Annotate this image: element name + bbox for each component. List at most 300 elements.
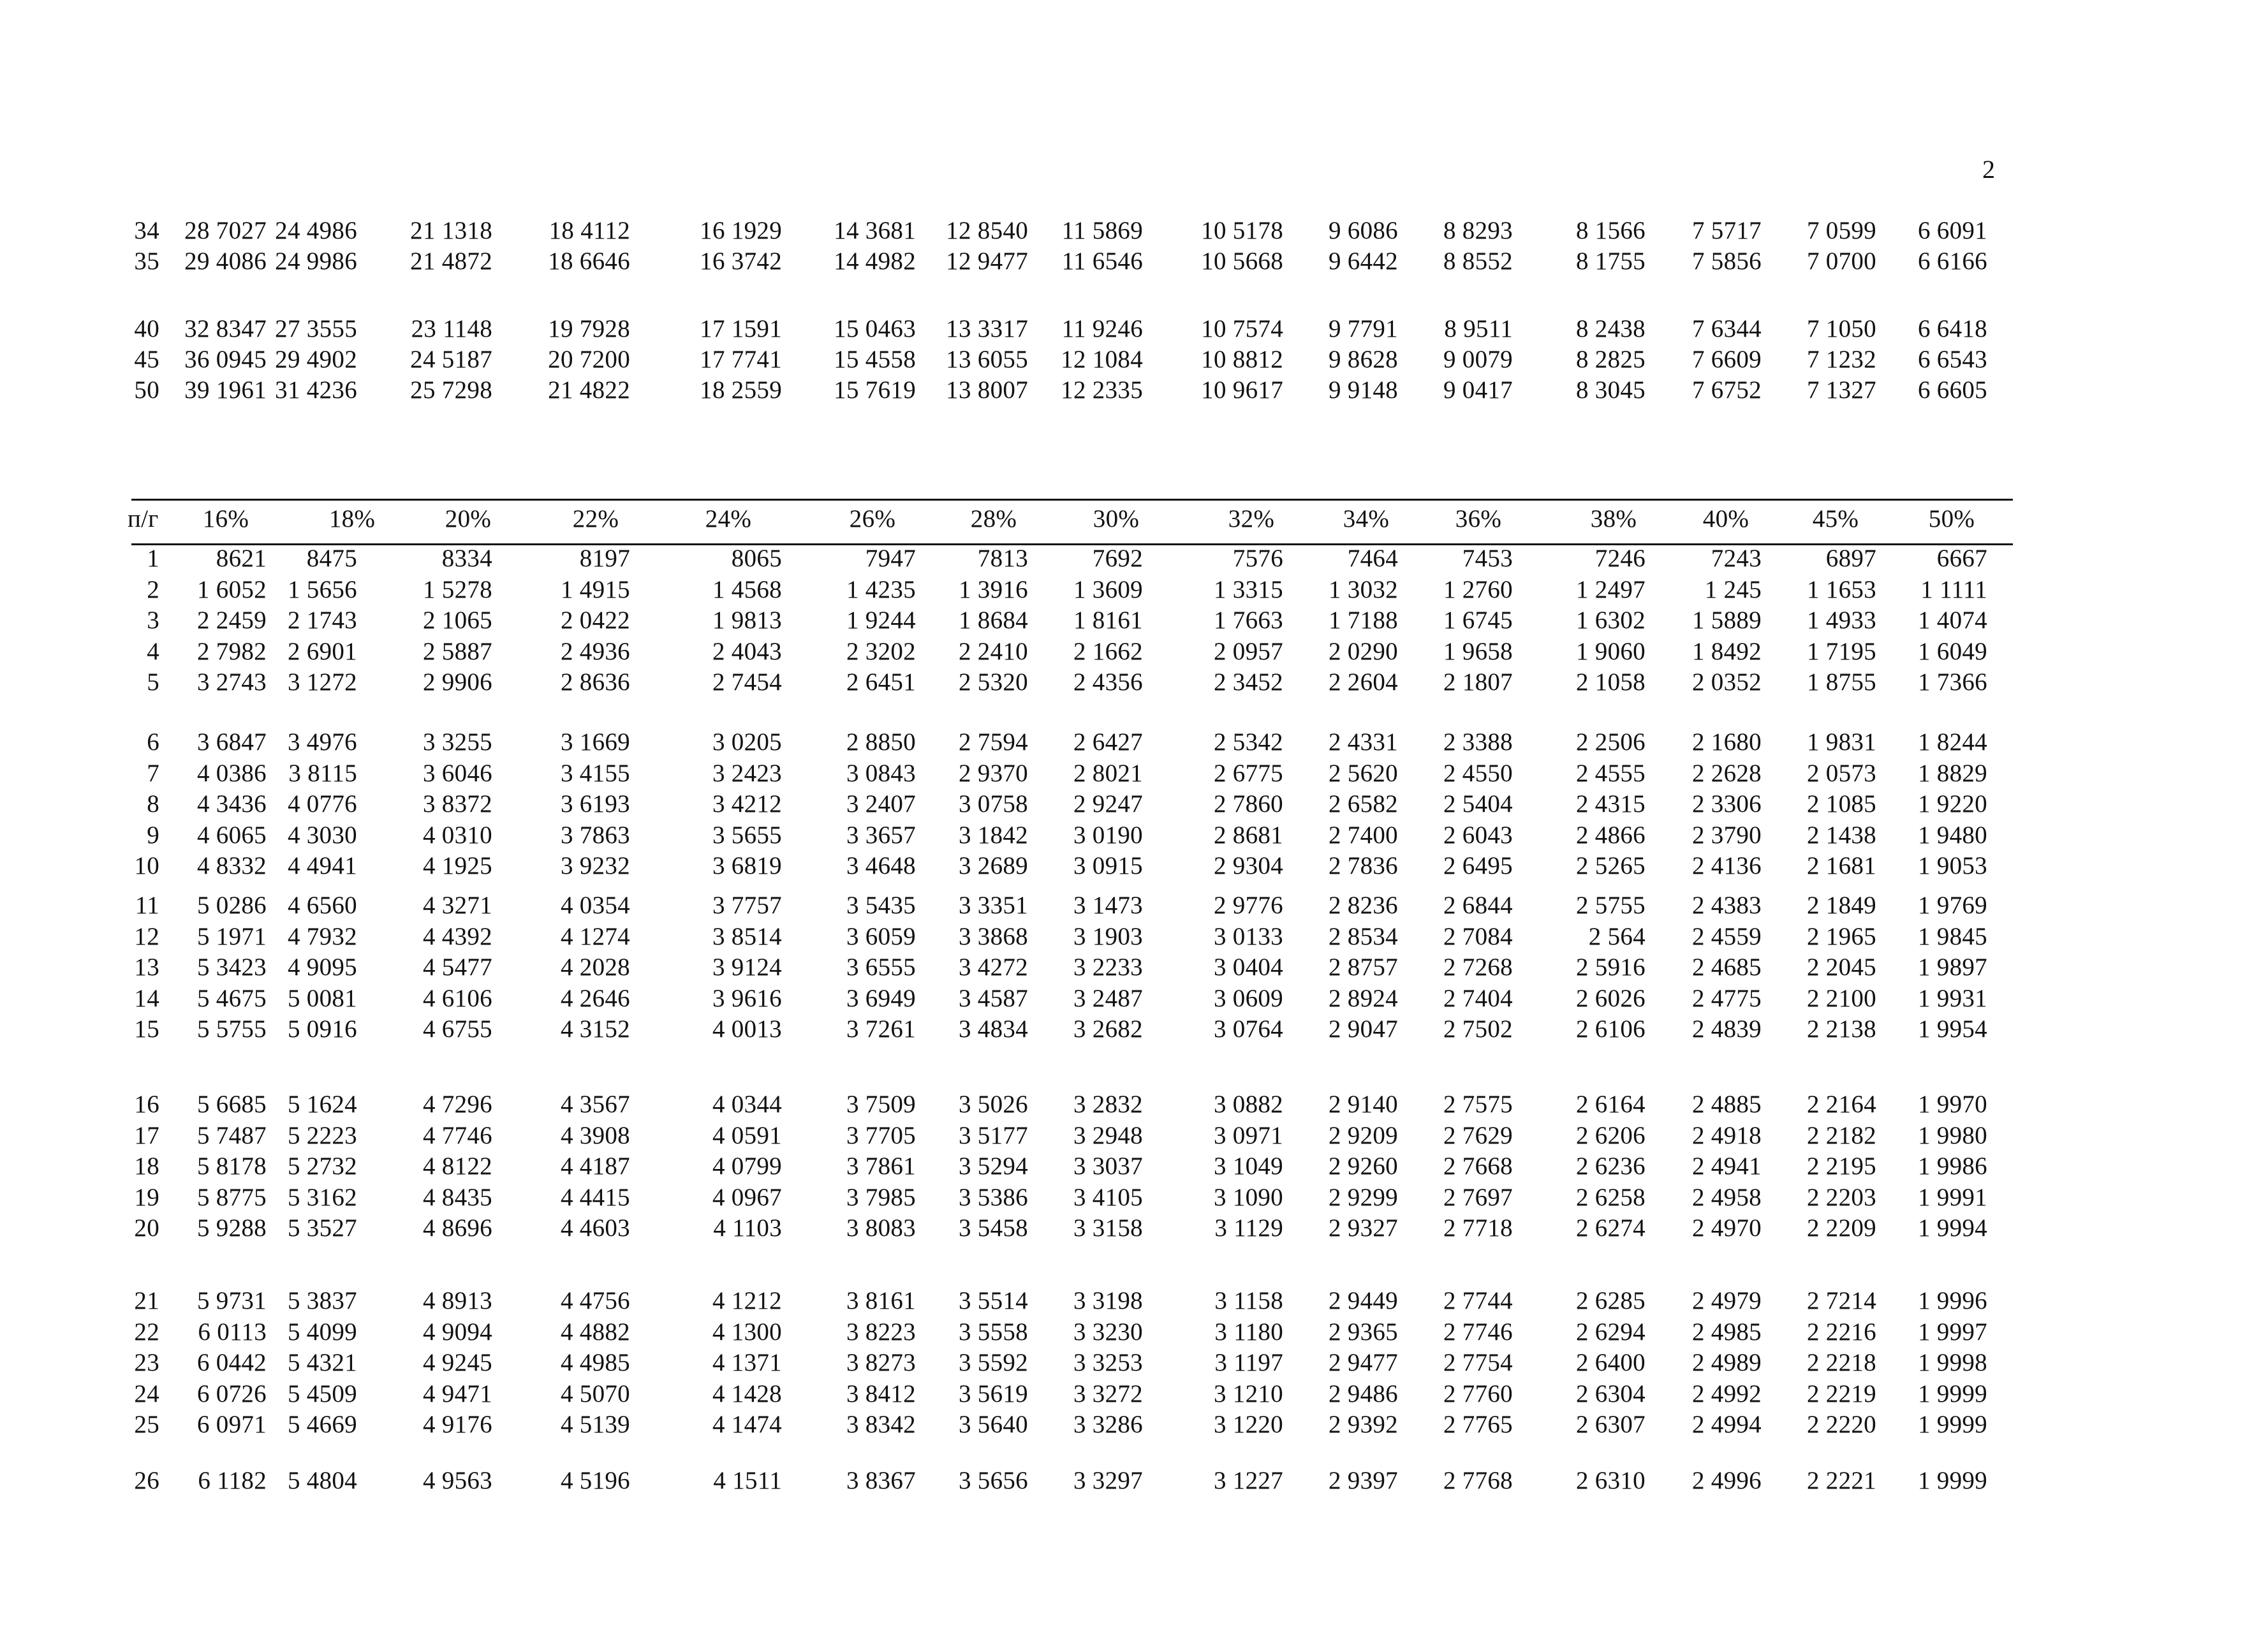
- table-cell: 2 5755: [1575, 892, 1646, 919]
- table-cell: 2 5887: [422, 637, 492, 665]
- table-cell: 2 3306: [1691, 790, 1762, 818]
- table-row: [0, 1151, 2268, 1182]
- table-cell: 5 5755: [196, 1015, 267, 1043]
- column-header-rate: 36%: [1455, 505, 1502, 533]
- table-cell: 3 0764: [1213, 1015, 1283, 1043]
- table-cell: 3 6046: [422, 759, 492, 787]
- table-cell: 3 8223: [846, 1318, 916, 1346]
- table-cell: 3 0133: [1213, 922, 1283, 950]
- period-number: 5: [147, 668, 159, 696]
- table-cell: 8 8293: [1443, 217, 1513, 244]
- table-cell: 2 0957: [1213, 637, 1283, 665]
- table-cell: 2 9776: [1213, 892, 1283, 919]
- table-cell: 2 6236: [1575, 1152, 1646, 1180]
- table-cell: 7453: [1462, 545, 1513, 572]
- table-cell: 5 8775: [196, 1183, 267, 1211]
- table-cell: 15 4558: [834, 346, 916, 373]
- table-cell: 4 5070: [560, 1379, 630, 1408]
- table-cell: 1 9244: [846, 607, 916, 634]
- table-cell: 4 1212: [712, 1287, 782, 1314]
- table-cell: 3 0190: [1073, 821, 1143, 849]
- table-cell: 2 5320: [958, 668, 1028, 696]
- period-number: 8: [147, 790, 159, 818]
- table-cell: 3 5514: [958, 1287, 1028, 1314]
- table-cell: 2 9327: [1328, 1214, 1398, 1242]
- table-cell: 1 4235: [846, 575, 916, 603]
- table-cell: 7692: [1092, 545, 1143, 572]
- table-cell: 12 1084: [1061, 346, 1143, 373]
- table-cell: 4 1371: [712, 1349, 782, 1376]
- table-cell: 2 1662: [1073, 637, 1143, 665]
- table-cell: 6 1182: [198, 1467, 267, 1494]
- table-cell: 4 0967: [712, 1183, 782, 1211]
- table-cell: 5 7487: [196, 1121, 267, 1149]
- table-cell: 1 7195: [1806, 637, 1876, 665]
- table-cell: 23 1148: [411, 315, 492, 342]
- table-cell: 1 9813: [712, 607, 782, 634]
- table-cell: 2 7860: [1213, 790, 1283, 818]
- table-cell: 2 6582: [1328, 790, 1398, 818]
- table-cell: 2 1680: [1691, 728, 1762, 756]
- table-cell: 5 2223: [287, 1121, 357, 1149]
- table-cell: 1 6745: [1443, 607, 1513, 634]
- table-cell: 1 2497: [1575, 575, 1646, 603]
- table-cell: 8065: [731, 545, 782, 572]
- table-cell: 4 4985: [560, 1349, 630, 1376]
- table-cell: 4 4603: [560, 1214, 630, 1242]
- table-cell: 3 7757: [712, 892, 782, 919]
- table-cell: 3 5592: [958, 1349, 1028, 1376]
- table-cell: 2 8021: [1073, 759, 1143, 787]
- table-cell: 5 6685: [196, 1091, 267, 1118]
- table-cell: 2 5265: [1575, 852, 1646, 879]
- table-cell: 13 8007: [946, 376, 1028, 404]
- table-cell: 2 6164: [1575, 1091, 1646, 1118]
- table-cell: 24 9986: [275, 247, 357, 275]
- table-cell: 3 0882: [1213, 1091, 1283, 1118]
- table-cell: 5 0081: [287, 984, 357, 1012]
- table-cell: 4 0386: [196, 759, 267, 787]
- column-header-rate: 18%: [328, 505, 376, 533]
- table-cell: 7464: [1347, 545, 1398, 572]
- table-cell: 5 4099: [287, 1318, 357, 1346]
- period-number: 9: [147, 821, 159, 849]
- table-cell: 4 1300: [712, 1318, 782, 1346]
- table-cell: 2 1065: [422, 607, 492, 634]
- table-cell: 2 6285: [1575, 1287, 1646, 1314]
- table-cell: 10 5668: [1201, 247, 1283, 275]
- table-cell: 9 6442: [1328, 247, 1398, 275]
- table-cell: 36 0945: [184, 346, 267, 373]
- table-cell: 7 1327: [1806, 376, 1876, 404]
- table-cell: 3 8083: [846, 1214, 916, 1242]
- table-cell: 2 7084: [1443, 922, 1513, 950]
- table-cell: 4 9471: [422, 1379, 492, 1408]
- table-cell: 2 2203: [1806, 1183, 1876, 1211]
- table-cell: 3 3657: [846, 821, 916, 849]
- column-header-rate: 16%: [202, 505, 249, 533]
- table-cell: 2 4989: [1691, 1349, 1762, 1376]
- period-number: 15: [134, 1015, 159, 1043]
- table-cell: 2 1965: [1806, 922, 1876, 950]
- table-cell: 3 1049: [1213, 1152, 1283, 1180]
- table-cell: 1 9999: [1917, 1411, 1987, 1438]
- table-row: [0, 605, 2268, 636]
- table-cell: 4 6106: [422, 984, 492, 1012]
- table-cell: 6 6418: [1917, 315, 1987, 342]
- table-cell: 10 8812: [1201, 346, 1283, 373]
- table-cell: 2 9906: [422, 668, 492, 696]
- table-cell: 3 4587: [958, 984, 1028, 1012]
- table-cell: 1 6049: [1917, 637, 1987, 665]
- table-row: [0, 543, 2268, 574]
- table-cell: 3 7985: [846, 1183, 916, 1211]
- table-cell: 4 8122: [422, 1152, 492, 1180]
- table-cell: 2 8850: [846, 728, 916, 756]
- table-cell: 4 9176: [422, 1411, 492, 1438]
- column-header-rate: 26%: [849, 505, 896, 533]
- table-cell: 2 9299: [1328, 1183, 1398, 1211]
- period-number: 45: [134, 346, 159, 373]
- table-cell: 4 3567: [560, 1091, 630, 1118]
- table-cell: 3 8514: [712, 922, 782, 950]
- table-cell: 2 4383: [1691, 892, 1762, 919]
- table-cell: 4 8332: [196, 852, 267, 879]
- table-cell: 1 9220: [1917, 790, 1987, 818]
- table-cell: 2 2164: [1806, 1091, 1876, 1118]
- table-cell: 25 7298: [410, 376, 492, 404]
- table-cell: 1 9991: [1917, 1183, 1987, 1211]
- table-cell: 2 3388: [1443, 728, 1513, 756]
- table-cell: 4 8913: [422, 1287, 492, 1314]
- table-cell: 13 6055: [946, 346, 1028, 373]
- column-header-rate: 28%: [970, 505, 1017, 533]
- period-number: 24: [134, 1379, 159, 1408]
- table-cell: 9 6086: [1328, 217, 1398, 244]
- table-cell: 3 6193: [560, 790, 630, 818]
- table-cell: 1 9769: [1917, 892, 1987, 919]
- table-cell: 1 8244: [1917, 728, 1987, 756]
- table-cell: 3 1227: [1213, 1467, 1283, 1494]
- table-cell: 2 7454: [712, 668, 782, 696]
- table-cell: 2 9260: [1328, 1152, 1398, 1180]
- table-cell: 1 4074: [1917, 607, 1987, 634]
- table-cell: 2 6901: [287, 637, 357, 665]
- table-cell: 2 2045: [1806, 953, 1876, 981]
- table-cell: 2 2138: [1806, 1015, 1876, 1043]
- table-row: [0, 983, 2268, 1014]
- table-cell: 2 4941: [1691, 1152, 1762, 1180]
- table-cell: 18 6646: [548, 247, 630, 275]
- table-cell: 3 7261: [846, 1015, 916, 1043]
- table-row: [0, 344, 2268, 375]
- table-cell: 39 1961: [184, 376, 267, 404]
- table-cell: 15 0463: [834, 315, 916, 342]
- table-cell: 1 6302: [1575, 607, 1646, 634]
- table-cell: 5 3527: [287, 1214, 357, 1242]
- table-cell: 3 8372: [422, 790, 492, 818]
- table-row: [0, 216, 2268, 246]
- table-cell: 1 8755: [1806, 668, 1876, 696]
- period-number: 50: [134, 376, 159, 404]
- period-number: 26: [134, 1467, 159, 1494]
- table-cell: 5 4509: [287, 1379, 357, 1408]
- table-cell: 3 8342: [846, 1411, 916, 1438]
- table-cell: 2 8636: [560, 668, 630, 696]
- period-number: 35: [134, 247, 159, 275]
- table-cell: 1 9480: [1917, 821, 1987, 849]
- table-cell: 1 3032: [1328, 575, 1398, 603]
- table-cell: 2 7760: [1443, 1379, 1513, 1408]
- table-cell: 29 4902: [275, 346, 357, 373]
- table-cell: 1 5278: [422, 575, 492, 603]
- table-cell: 6 6091: [1917, 217, 1987, 244]
- table-cell: 1 3315: [1213, 575, 1283, 603]
- table-cell: 1 7366: [1917, 668, 1987, 696]
- table-cell: 3 6847: [196, 728, 267, 756]
- table-cell: 2 4559: [1691, 922, 1762, 950]
- table-cell: 2 4985: [1691, 1318, 1762, 1346]
- table-cell: 2 6294: [1575, 1318, 1646, 1346]
- table-cell: 2 6427: [1073, 728, 1143, 756]
- table-cell: 1 5656: [287, 575, 357, 603]
- column-header-rate: 32%: [1228, 505, 1275, 533]
- table-cell: 4 1511: [713, 1467, 782, 1494]
- table-cell: 21 4872: [410, 247, 492, 275]
- column-header-rate: 24%: [705, 505, 752, 533]
- table-cell: 3 1842: [958, 821, 1028, 849]
- table-cell: 5 4804: [287, 1467, 357, 1494]
- table-cell: 6 6543: [1917, 346, 1987, 373]
- table-cell: 2 4979: [1691, 1287, 1762, 1314]
- table-cell: 6 0113: [198, 1318, 267, 1346]
- table-cell: 2 2506: [1575, 728, 1646, 756]
- table-cell: 3 3286: [1073, 1411, 1143, 1438]
- table-cell: 1 4933: [1806, 607, 1876, 634]
- table-cell: 2 9370: [958, 759, 1028, 787]
- table-cell: 6 0442: [196, 1349, 267, 1376]
- column-header-rate: 22%: [572, 505, 619, 533]
- table-cell: 3 1669: [560, 728, 630, 756]
- table-cell: 8 3045: [1575, 376, 1646, 404]
- table-cell: 3 6949: [846, 984, 916, 1012]
- table-cell: 3 1180: [1214, 1318, 1283, 1346]
- table-row: [0, 922, 2268, 952]
- table-cell: 2 3202: [846, 637, 916, 665]
- table-cell: 2 2628: [1691, 759, 1762, 787]
- table-cell: 19 7928: [548, 315, 630, 342]
- table-cell: 2 0352: [1691, 668, 1762, 696]
- table-cell: 2 6307: [1575, 1411, 1646, 1438]
- table-cell: 2 2604: [1328, 668, 1398, 696]
- table-cell: 9 0417: [1443, 376, 1513, 404]
- table-cell: 3 2407: [846, 790, 916, 818]
- table-cell: 3 1129: [1214, 1214, 1283, 1242]
- table-cell: 2 9140: [1328, 1091, 1398, 1118]
- table-row: [0, 636, 2268, 667]
- table-cell: 3 6555: [846, 953, 916, 981]
- column-header-rate: 40%: [1702, 505, 1749, 533]
- table-cell: 2 9392: [1328, 1411, 1398, 1438]
- column-header-rate: 20%: [445, 505, 492, 533]
- table-cell: 5 8178: [196, 1152, 267, 1180]
- period-number: 25: [134, 1411, 159, 1438]
- table-cell: 2 4936: [560, 637, 630, 665]
- table-cell: 2 7668: [1443, 1152, 1513, 1180]
- table-cell: 13 3317: [946, 315, 1028, 342]
- table-cell: 2 7768: [1443, 1467, 1513, 1494]
- table-cell: 2 5404: [1443, 790, 1513, 818]
- table-cell: 1 7663: [1213, 607, 1283, 634]
- table-cell: 6667: [1936, 545, 1987, 572]
- table-cell: 2 2216: [1806, 1318, 1876, 1346]
- table-cell: 2 8534: [1328, 922, 1398, 950]
- table-cell: 4 5477: [422, 953, 492, 981]
- table-cell: 2 2182: [1806, 1121, 1876, 1149]
- table-row: [0, 314, 2268, 344]
- table-cell: 8197: [579, 545, 630, 572]
- table-cell: 16 3742: [700, 247, 782, 275]
- table-cell: 2 4839: [1691, 1015, 1762, 1043]
- table-cell: 7246: [1594, 545, 1646, 572]
- table-cell: 3 3037: [1073, 1152, 1143, 1180]
- table-cell: 2 2220: [1806, 1411, 1876, 1438]
- table-cell: 7243: [1711, 545, 1762, 572]
- table-cell: 2 4043: [712, 637, 782, 665]
- table-cell: 1 9999: [1917, 1379, 1987, 1408]
- table-cell: 4 9563: [422, 1467, 492, 1494]
- table-cell: 2 9304: [1213, 852, 1283, 879]
- table-cell: 1 9931: [1917, 984, 1987, 1012]
- table-cell: 8 1755: [1575, 247, 1646, 275]
- table-cell: 4 3436: [196, 790, 267, 818]
- table-cell: 2 9477: [1328, 1349, 1398, 1376]
- table-cell: 2 9449: [1328, 1287, 1398, 1314]
- table-cell: 18 4112: [549, 217, 630, 244]
- table-cell: 7 6344: [1691, 315, 1762, 342]
- table-cell: 3 9124: [712, 953, 782, 981]
- table-cell: 3 4155: [560, 759, 630, 787]
- table-row: [0, 758, 2268, 789]
- table-cell: 2 4550: [1443, 759, 1513, 787]
- table-cell: 3 6819: [712, 852, 782, 879]
- table-cell: 28 7027: [184, 217, 267, 244]
- table-cell: 4 4941: [287, 852, 357, 879]
- table-cell: 2 0573: [1806, 759, 1876, 787]
- table-cell: 2 6026: [1575, 984, 1646, 1012]
- table-cell: 9 9148: [1328, 376, 1398, 404]
- table-cell: 2 4918: [1691, 1121, 1762, 1149]
- table-cell: 3 5386: [958, 1183, 1028, 1211]
- table-cell: 5 3837: [287, 1287, 357, 1314]
- table-cell: 8 2438: [1575, 315, 1646, 342]
- table-cell: 2 4685: [1691, 953, 1762, 981]
- table-cell: 2 1681: [1806, 852, 1876, 879]
- page-number: 2: [1982, 155, 1995, 184]
- table-cell: 2 1058: [1575, 668, 1646, 696]
- table-cell: 8 1566: [1575, 217, 1646, 244]
- table-cell: 3 2423: [712, 759, 782, 787]
- table-row: [0, 952, 2268, 983]
- table-cell: 1 9999: [1917, 1467, 1987, 1494]
- period-number: 21: [134, 1287, 159, 1314]
- table-cell: 2 7765: [1443, 1411, 1513, 1438]
- table-cell: 4 8435: [422, 1183, 492, 1211]
- table-cell: 7947: [865, 545, 916, 572]
- table-cell: 5 4669: [287, 1411, 357, 1438]
- table-cell: 7 1232: [1806, 346, 1876, 373]
- table-cell: 7 6609: [1691, 346, 1762, 373]
- table-cell: 3 1210: [1213, 1379, 1283, 1408]
- table-cell: 2 8757: [1328, 953, 1398, 981]
- table-cell: 1 9970: [1917, 1091, 1987, 1118]
- table-cell: 5 9731: [196, 1287, 267, 1314]
- table-cell: 4 1274: [560, 922, 630, 950]
- table-cell: 7 5717: [1691, 217, 1762, 244]
- table-cell: 1 8161: [1073, 607, 1143, 634]
- table-cell: 2 7629: [1443, 1121, 1513, 1149]
- table-cell: 2 2100: [1806, 984, 1876, 1012]
- table-cell: 6 6166: [1917, 247, 1987, 275]
- table-cell: 3 8412: [846, 1379, 916, 1408]
- table-cell: 2 4331: [1328, 728, 1398, 756]
- table-cell: 2 2195: [1806, 1152, 1876, 1180]
- table-row: [0, 667, 2268, 698]
- period-number: 17: [134, 1121, 159, 1149]
- table-cell: 3 5656: [958, 1467, 1028, 1494]
- table-cell: 2 3790: [1691, 821, 1762, 849]
- table-cell: 2 9047: [1328, 1015, 1398, 1043]
- table-cell: 1 8492: [1691, 637, 1762, 665]
- table-cell: 5 3162: [287, 1183, 357, 1211]
- table-cell: 4 3908: [560, 1121, 630, 1149]
- table-cell: 2 9365: [1328, 1318, 1398, 1346]
- table-cell: 3 6059: [846, 922, 916, 950]
- table-cell: 3 3230: [1073, 1318, 1143, 1346]
- period-number: 11: [135, 892, 159, 919]
- period-number: 18: [134, 1152, 159, 1180]
- table-cell: 3 5619: [958, 1379, 1028, 1408]
- period-number: 4: [147, 637, 159, 665]
- table-row: [0, 1466, 2268, 1496]
- table-row: [0, 1121, 2268, 1151]
- period-number: 16: [134, 1091, 159, 1118]
- table-cell: 2 564: [1588, 922, 1646, 950]
- table-cell: 4 8696: [422, 1214, 492, 1242]
- table-cell: 2 7502: [1443, 1015, 1513, 1043]
- table-cell: 2 3452: [1213, 668, 1283, 696]
- header-top-rule: [131, 499, 2013, 501]
- table-cell: 4 6755: [422, 1015, 492, 1043]
- table-cell: 3 1272: [287, 668, 357, 696]
- table-cell: 2 4775: [1691, 984, 1762, 1012]
- table-cell: 1 1111: [1920, 575, 1987, 603]
- table-cell: 8334: [441, 545, 492, 572]
- table-row: [0, 1089, 2268, 1120]
- table-cell: 14 3681: [834, 217, 916, 244]
- table-cell: 2 7744: [1443, 1287, 1513, 1314]
- table-cell: 2 4315: [1575, 790, 1646, 818]
- table-cell: 3 4648: [846, 852, 916, 879]
- table-cell: 5 0916: [287, 1015, 357, 1043]
- table-cell: 31 4236: [275, 376, 357, 404]
- table-cell: 2 7575: [1443, 1091, 1513, 1118]
- period-number: 2: [147, 575, 159, 603]
- period-number: 7: [147, 759, 159, 787]
- table-cell: 18 2559: [700, 376, 782, 404]
- table-cell: 3 4272: [958, 953, 1028, 981]
- table-cell: 3 3297: [1073, 1467, 1143, 1494]
